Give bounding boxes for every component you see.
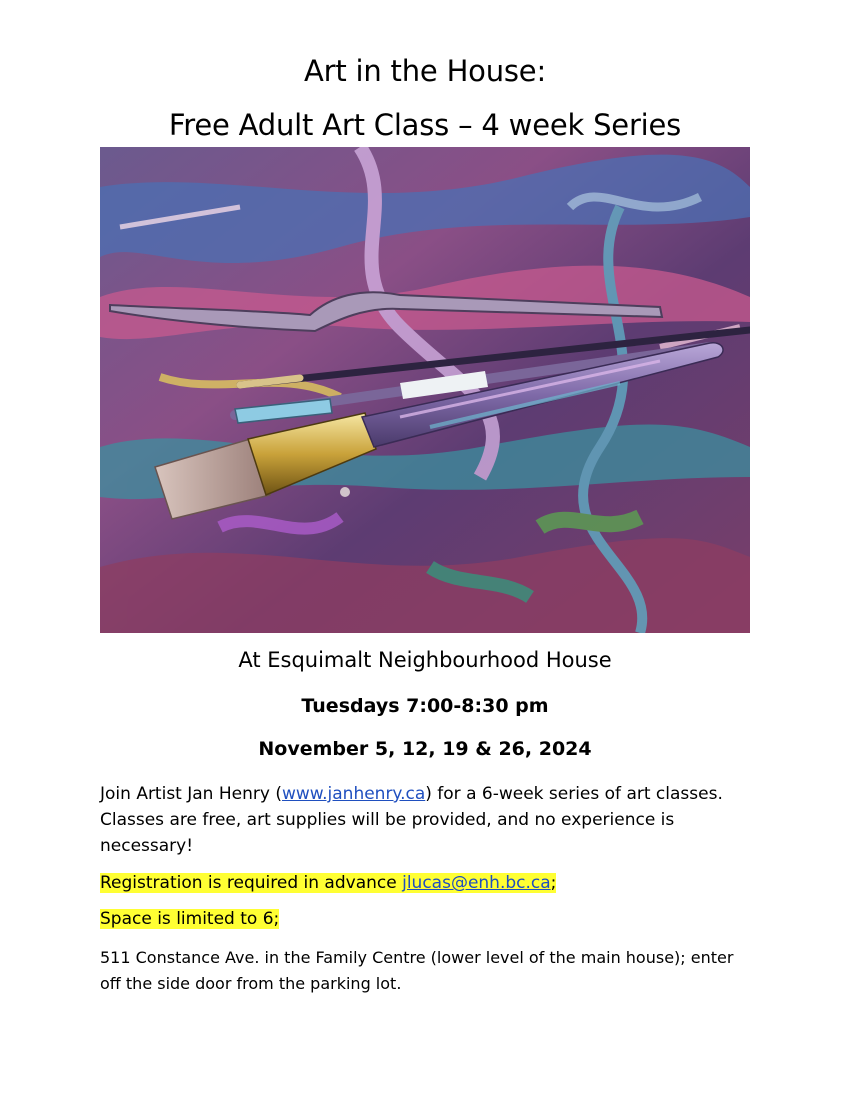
paintbrushes-photo	[100, 147, 750, 633]
registration-line	[100, 870, 740, 896]
title-line-1: Art in the House:	[303, 54, 547, 88]
artist-website-link[interactable]: www.janhenry.ca	[281, 784, 426, 804]
address-paragraph: 511 Constance Ave. in the Family Centre (lower level of the main house); enter off the side door from the parking lot.	[100, 948, 734, 993]
class-dates: November 5, 12, 19 & 26, 2024	[258, 738, 592, 760]
space-limit-text: Space is limited to 6;	[100, 909, 280, 929]
description-text-before: Join Artist Jan Henry (	[100, 784, 282, 804]
description-paragraph	[100, 781, 740, 859]
class-times: Tuesdays 7:00-8:30 pm	[301, 695, 549, 717]
venue-heading: At Esquimalt Neighbourhood House	[238, 648, 612, 672]
space-limit-line	[100, 906, 740, 932]
paintbrushes-and-palette-icon	[100, 147, 750, 633]
registration-email-link[interactable]: jlucas@enh.bc.ca	[402, 873, 551, 893]
registration-text: Registration is required in advance	[100, 873, 403, 893]
description-text-after: ) for a 6-week series of art classes. Classes are free, art supplies will be provided, and no experience is necessary!	[100, 784, 723, 856]
registration-suffix: ;	[550, 873, 557, 893]
title-line-2: Free Adult Art Class – 4 week Series	[168, 108, 682, 142]
